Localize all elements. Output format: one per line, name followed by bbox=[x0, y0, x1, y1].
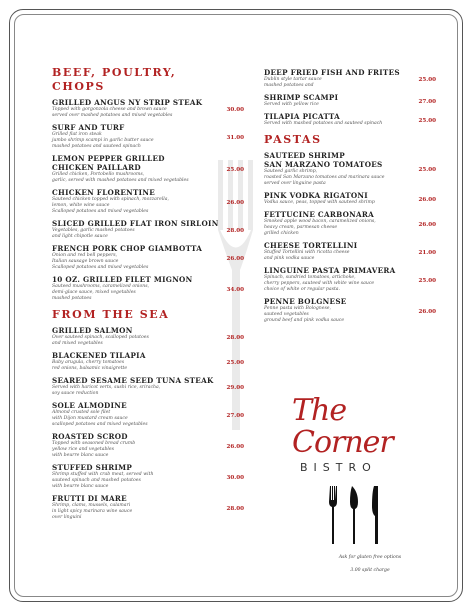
menu-item-price: 25.00 bbox=[418, 76, 436, 83]
menu-item-description: Shrimp, clams, mussels, calamari in light spicy marinara wine sauce over linguini bbox=[52, 503, 133, 520]
menu-item bbox=[52, 98, 244, 119]
menu-item bbox=[52, 275, 244, 302]
menu-item bbox=[264, 210, 436, 237]
menu-item-name: DEEP FRIED FISH AND FRITES bbox=[264, 68, 400, 77]
menu-item-price: 31.00 bbox=[226, 134, 244, 141]
section-title: BEEF, POULTRY, CHOPS bbox=[52, 66, 177, 93]
menu-item-description: Almond crusted sole filet with Dijon mustard cream sauce scalloped potatoes and mixed vegetables bbox=[52, 410, 148, 427]
menu-item-price: 25.00 bbox=[226, 167, 244, 173]
menu-item-price: 28.00 bbox=[226, 227, 244, 234]
menu-item-description: Shrimp stuffed with crab meat, served with sauteed spinach and mashed potatoes with beurre blanc sauce bbox=[52, 472, 154, 489]
menu-item-description: Sauteed mushrooms, caramelized onions, demi-glace sauce, mixed vegetables mashed potatoes bbox=[52, 284, 150, 301]
menu-item bbox=[264, 191, 436, 206]
menu-item bbox=[52, 154, 244, 184]
menu-item-name: FRENCH PORK CHOP GIAMBOTTA bbox=[52, 244, 203, 253]
menu-item-price: 26.00 bbox=[226, 443, 244, 450]
menu-item-description: Sauteed garlic shrimp, roasted San Marzano tomatoes and marinara sauce served over linguine pasta bbox=[264, 169, 385, 186]
menu-item-description: Over sauteed spinach, scalloped potatoes and mixed vegetables bbox=[52, 335, 149, 346]
bistro-logo bbox=[292, 395, 432, 474]
menu-item bbox=[52, 123, 244, 150]
menu-section bbox=[52, 308, 244, 521]
menu-item-description: Baby arugula, cherry tomatoes red onions, balsamic vinaigrette bbox=[52, 360, 128, 371]
menu-item bbox=[264, 241, 436, 262]
menu-item-name: SAUTEED SHRIMP SAN MARZANO TOMATOES bbox=[264, 151, 383, 169]
menu-item-name: FRUTTI DI MARE bbox=[52, 494, 127, 503]
menu-item-name: SHRIMP SCAMPI bbox=[264, 93, 339, 102]
menu-item bbox=[264, 93, 436, 108]
menu-item bbox=[52, 244, 244, 271]
menu-item bbox=[52, 188, 244, 215]
menu-item-description: Served with haricot verts, sushi rice, sriracha, soy sauce reduction bbox=[52, 385, 161, 396]
section-title: FROM THE SEA bbox=[52, 308, 170, 321]
menu-item-price: 30.00 bbox=[226, 106, 244, 113]
menu-section bbox=[52, 66, 244, 302]
menu-item-price: 27.00 bbox=[418, 98, 436, 105]
menu-item-price: 30.00 bbox=[226, 474, 244, 481]
menu-item-name: CHEESE TORTELLINI bbox=[264, 241, 358, 250]
menu-item-price: 26.00 bbox=[226, 199, 244, 206]
menu-item bbox=[52, 351, 244, 372]
menu-item-price: 34.00 bbox=[226, 286, 244, 293]
menu-item bbox=[52, 401, 244, 428]
menu-item bbox=[52, 219, 244, 240]
menu-section bbox=[264, 68, 436, 127]
menu-item-price: 29.00 bbox=[226, 384, 244, 391]
menu-item-description: Penne pasta with Bolognese, sauteed vegetables ground beef and pink vodka sauce bbox=[264, 306, 345, 323]
menu-item-description: Topped with seasoned bread crumb yellow rice and vegetables with beurre blanc sauce bbox=[52, 441, 136, 458]
menu-item-description: Onion and red bell peppers, Italian sausage brown sauce Scalloped potatoes and mixed vegetables bbox=[52, 253, 149, 270]
menu-right-column bbox=[264, 68, 436, 328]
logo-subtitle: BISTRO bbox=[300, 461, 377, 474]
menu-item-price: 28.00 bbox=[226, 505, 244, 512]
menu-section bbox=[264, 133, 436, 324]
menu-item-name: SLICED GRILLED FLAT IRON SIRLOIN bbox=[52, 219, 219, 228]
menu-item-description: Stuffed Tortellini with ricotta cheese and pink vodka sauce bbox=[264, 250, 350, 261]
menu-item bbox=[264, 112, 436, 127]
menu-item-name: SEARED SESAME SEED TUNA STEAK bbox=[52, 376, 214, 385]
menu-item bbox=[52, 376, 244, 397]
menu-item bbox=[264, 68, 436, 89]
menu-item-description: Vodka sauce, peas, topped with sauteed shrimp bbox=[264, 200, 375, 205]
menu-item bbox=[264, 297, 436, 324]
logo-script-text: The Corner bbox=[292, 393, 393, 460]
menu-item-name: LEMON PEPPER GRILLED CHICKEN PAILLARD bbox=[52, 154, 165, 172]
menu-item-description: Grilled flat iron steak jumbo shrimp scampi in garlic butter sauce mashed potatoes and sauteed spinach bbox=[52, 132, 154, 149]
menu-item-price: 28.00 bbox=[226, 334, 244, 341]
menu-item-price: 26.00 bbox=[226, 255, 244, 262]
menu-item bbox=[264, 151, 436, 187]
menu-item-name: CHICKEN FLORENTINE bbox=[52, 188, 155, 197]
menu-item-price: 26.00 bbox=[418, 196, 436, 203]
menu-item-price: 25.00 bbox=[418, 167, 436, 173]
menu-item bbox=[52, 494, 244, 521]
menu-item bbox=[52, 432, 244, 459]
menu-item-price: 25.00 bbox=[418, 117, 436, 124]
menu-item-name: PINK VODKA RIGATONI bbox=[264, 191, 368, 200]
menu-item bbox=[264, 266, 436, 293]
menu-item-name: 10 OZ. GRILLED FILET MIGNON bbox=[52, 275, 193, 284]
gluten-free-note: Ask for gluten free options bbox=[338, 555, 402, 560]
menu-item-price: 25.00 bbox=[226, 359, 244, 366]
menu-item-price: 27.00 bbox=[226, 412, 244, 419]
menu-item-price: 26.00 bbox=[418, 308, 436, 315]
menu-left-column bbox=[52, 66, 244, 525]
menu-item-description: Vegetables, garlic mashed potatoes and light chipotle sauce bbox=[52, 228, 135, 239]
menu-item bbox=[52, 326, 244, 347]
menu-item-name: LINGUINE PASTA PRIMAVERA bbox=[264, 266, 396, 275]
menu-item-price: 26.00 bbox=[418, 221, 436, 228]
menu-item-description: Sauteed chicken topped with spinach, mozzarella, lemon, white wine sauce Scalloped potatoes and mixed vegetables bbox=[52, 197, 169, 214]
menu-item-name: GRILLED ANGUS NY STRIP STEAK bbox=[52, 98, 203, 107]
menu-item-description: Smoked apple wood bacon, caramelized onions, heavy cream, parmesan cheese grilled chicken bbox=[264, 219, 376, 236]
menu-item-description: Served with yellow rice bbox=[264, 102, 319, 107]
menu-item-description: Dublin style tartar sauce mashed potatoes and bbox=[264, 77, 322, 88]
menu-item-description: Spinach, sundried tomatoes, artichoke, cherry peppers, sauteed with white wine sauce choice of white or regular pasta. bbox=[264, 275, 375, 292]
menu-item-price: 25.00 bbox=[418, 277, 436, 284]
menu-item-description: Topped with gorgonzola cheese and brown sauce served over mashed potatoes and mixed vegetables bbox=[52, 107, 173, 118]
section-title: PASTAS bbox=[264, 133, 322, 146]
menu-item-name: BLACKENED TILAPIA bbox=[52, 351, 146, 360]
menu-item-name: ROASTED SCROD bbox=[52, 432, 128, 441]
menu-item-name: STUFFED SHRIMP bbox=[52, 463, 133, 472]
menu-item-name: PENNE BOLGNESE bbox=[264, 297, 347, 306]
menu-item-name: FETTUCINE CARBONARA bbox=[264, 210, 375, 219]
menu-item-description: Served with mashed potatoes and sauteed spinach bbox=[264, 121, 383, 126]
menu-item-name: SOLE ALMODINE bbox=[52, 401, 127, 410]
menu-item-description: Grilled chicken, Portobello mushrooms, garlic, served with mashed potatoes and mixed vegetables bbox=[52, 172, 189, 183]
menu-item-name: GRILLED SALMON bbox=[52, 326, 133, 335]
menu-item-name: TILAPIA PICATTA bbox=[264, 112, 340, 121]
menu-item-price: 21.00 bbox=[418, 249, 436, 256]
cutlery-icon bbox=[322, 486, 402, 546]
split-charge-note: 3.00 split charge bbox=[350, 568, 390, 573]
menu-item bbox=[52, 463, 244, 490]
menu-item-name: SURF AND TURF bbox=[52, 123, 125, 132]
